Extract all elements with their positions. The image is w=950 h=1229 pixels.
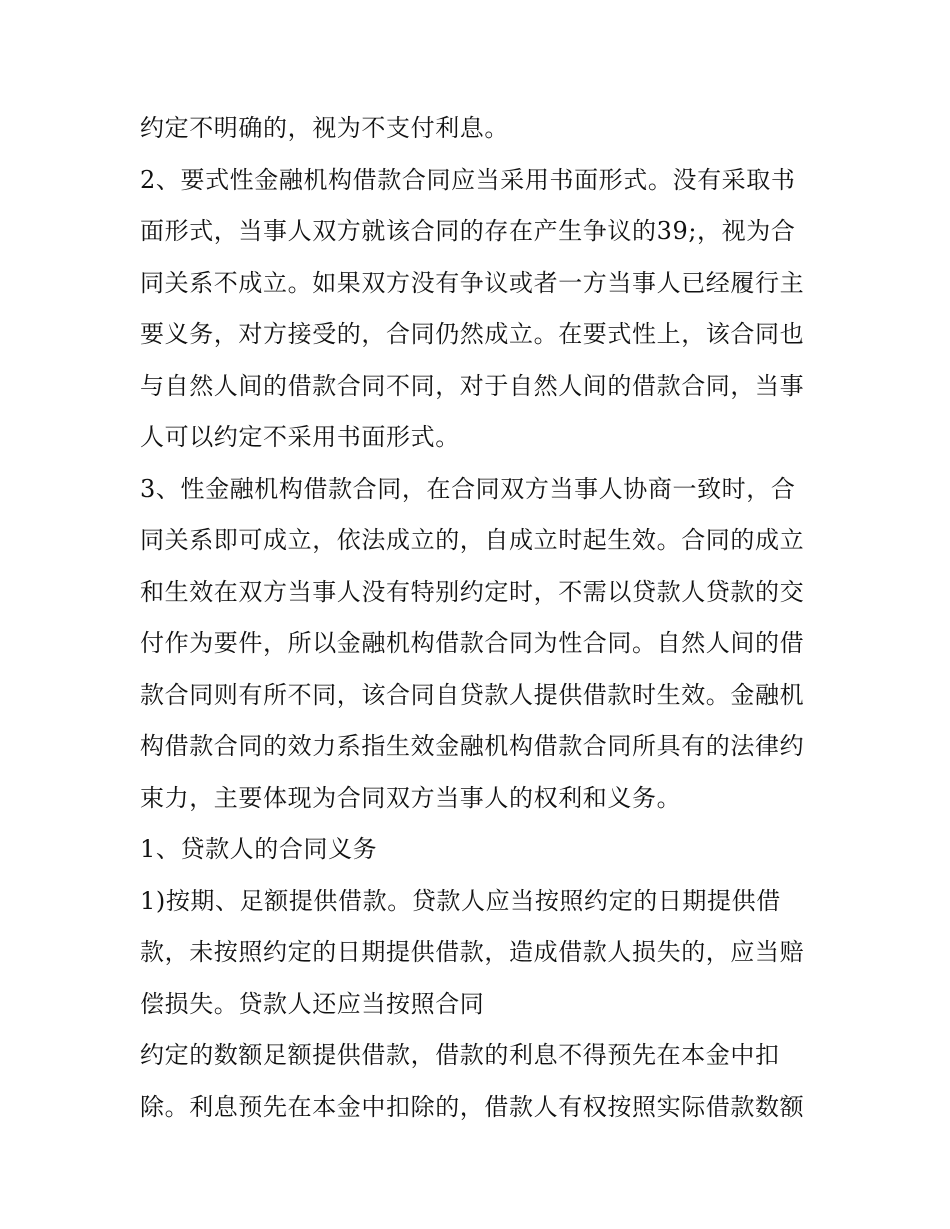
text-line: 偿损失。贷款人还应当按照合同 [140,989,485,1018]
text-line: 1)按期、足额提供借款。贷款人应当按照约定的日期提供借 [140,886,781,915]
text-line: 约定不明确的，视为不支付利息。 [140,114,509,142]
text-line: 款合同则有所不同，该合同自贷款人提供借款时生效。金融机 [140,680,805,709]
text-line: 付作为要件，所以金融机构借款合同为性合同。自然人间的借 [140,629,805,657]
text-line: 束力，主要体现为合同双方当事人的权利和义务。 [140,783,682,812]
text-line: 构借款合同的效力系指生效金融机构借款合同所具有的法律约 [140,732,805,760]
text-line: 2、要式性金融机构借款合同应当采用书面形式。没有采取书 [140,165,796,194]
text-line: 要义务，对方接受的，合同仍然成立。在要式性上，该合同也 [140,320,805,348]
document-body [140,103,820,1133]
text-line: 和生效在双方当事人没有特别约定时，不需以贷款人贷款的交 [140,577,805,606]
text-line: 人可以约定不采用书面形式。 [140,423,460,451]
section-heading: 1、贷款人的合同义务 [140,835,378,863]
text-line: 约定的数额足额提供借款，借款的利息不得预先在本金中扣 [140,1041,780,1069]
text-line: 同关系即可成立，依法成立的，自成立时起生效。合同的成立 [140,526,805,554]
text-line: 同关系不成立。如果双方没有争议或者一方当事人已经履行主 [140,268,805,297]
text-line: 除。利息预先在本金中扣除的，借款人有权按照实际借款数额 [140,1092,805,1121]
text-line: 面形式，当事人双方就该合同的存在产生争议的39;，视为合 [140,217,796,245]
text-line: 3、性金融机构借款合同，在合同双方当事人协商一致时，合 [140,474,796,503]
text-line: 款，未按照约定的日期提供借款，造成借款人损失的，应当赔 [140,938,805,966]
text-line: 与自然人间的借款合同不同，对于自然人间的借款合同，当事 [140,371,805,400]
